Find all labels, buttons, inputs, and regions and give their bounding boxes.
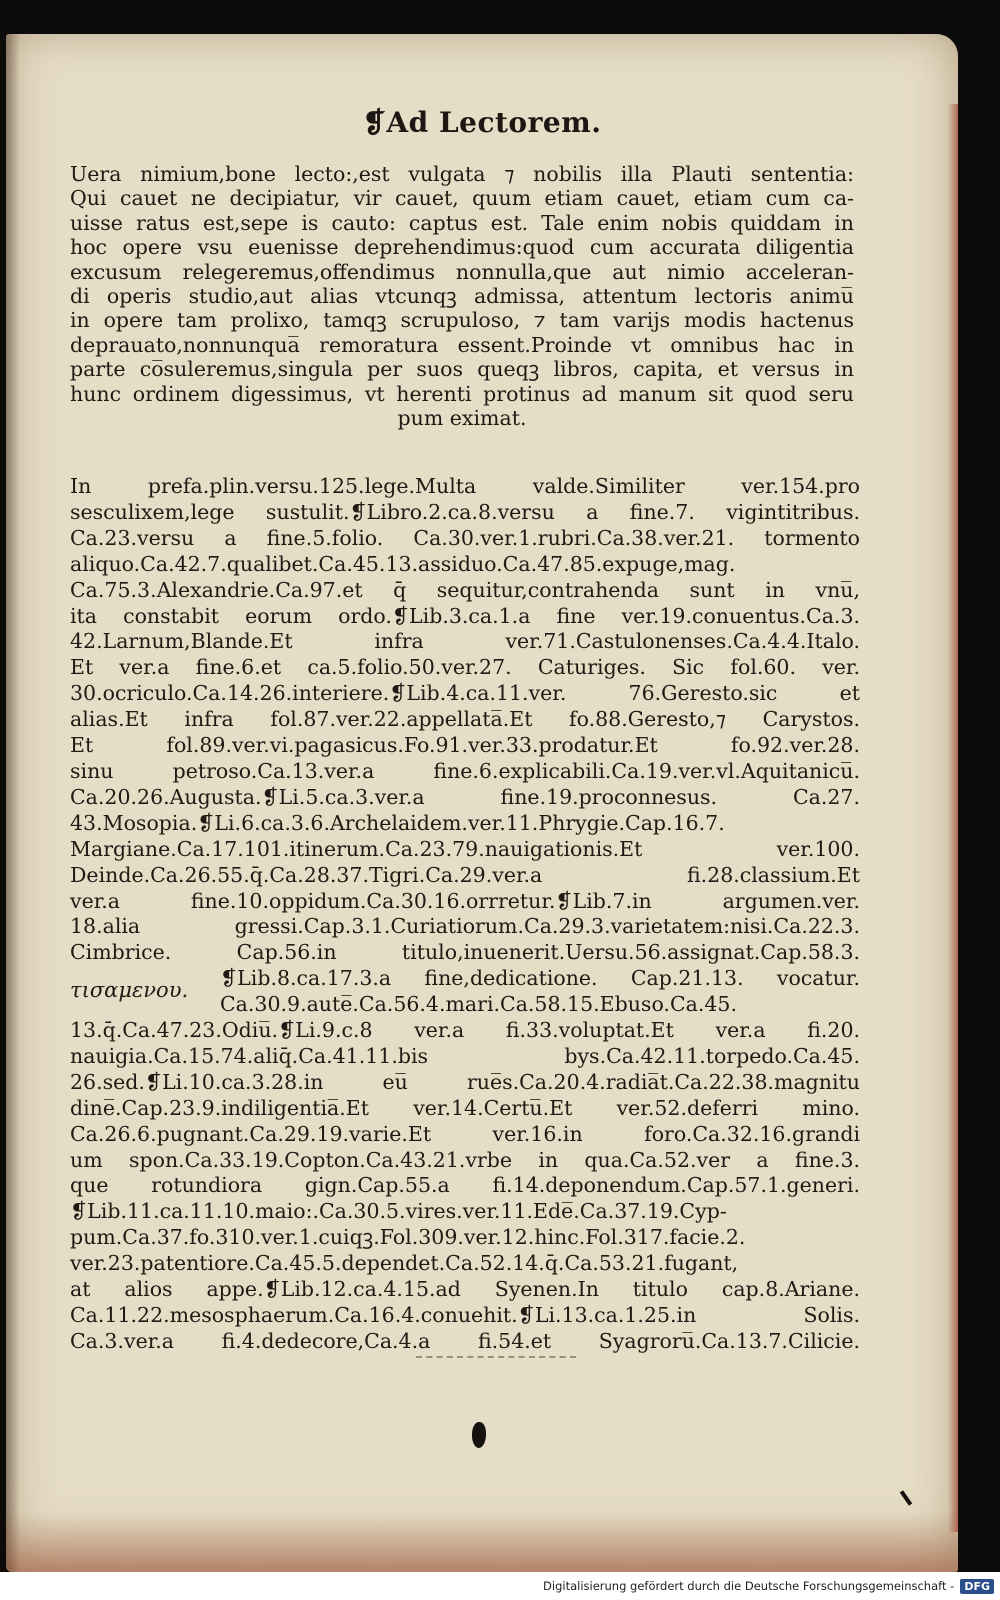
errata-line: um spon.Ca.33.19.Copton.Ca.43.21.vrbe in qua.Ca.52.ver a fine.3. bbox=[70, 1147, 860, 1172]
preface-line: in opere tam prolixo, tamqꝫ scrupuloso, ⁊ tam varijs modis hactenus bbox=[70, 308, 854, 333]
errata-line: sinu petroso.Ca.13.ver.a fine.6.explicabili.Ca.19.ver.vl.Aquitanicu̅. bbox=[70, 758, 860, 783]
errata-list bbox=[70, 474, 860, 1355]
funding-credit: Digitalisierung gefördert durch die Deutsche Forschungsgemeinschaft - bbox=[543, 1579, 955, 1593]
errata-line: 43.Mosopia.❡Li.6.ca.3.6.Archelaidem.ver.11.Phrygie.Cap.16.7. bbox=[70, 810, 725, 835]
errata-line: ❡Lib.8.ca.17.3.a fine,dedicatione. Cap.21.13. vocatur. bbox=[220, 966, 860, 991]
errata-line: Deinde.Ca.26.55.q̄.Ca.28.37.Tigri.Ca.29.ver.a fi.28.classium.Et bbox=[70, 862, 860, 887]
errata-line: 26.sed.❡Li.10.ca.3.28.in eu̅ rue̅s.Ca.20.4.radia̅t.Ca.22.38.magnitu bbox=[70, 1069, 860, 1094]
errata-line: Ca.75.3.Alexandrie.Ca.97.et q̄ sequitur,contrahenda sunt in vnu̅, bbox=[70, 577, 860, 602]
dfg-logo: DFG bbox=[960, 1579, 994, 1594]
preface-line: deprauato,nonnunqua̅ remoratura essent.Proinde vt omnibus hac in bbox=[70, 332, 854, 357]
errata-line: Margiane.Ca.17.101.itinerum.Ca.23.79.nauigationis.Et ver.100. bbox=[70, 836, 860, 861]
preface-line: hunc ordinem digessimus, vt herenti protinus ad manum sit quod seru bbox=[70, 381, 854, 406]
errata-line: dine̅.Cap.23.9.indiligentia̅.Et ver.14.Certu̅.Et ver.52.deferri mino. bbox=[70, 1095, 860, 1120]
ink-blot bbox=[472, 1422, 486, 1448]
errata-line: In prefa.plin.versu.125.lege.Multa valde.Similiter ver.154.pro bbox=[70, 474, 860, 498]
errata-line: Et ver.a fine.6.et ca.5.folio.50.ver.27. Caturiges. Sic fol.60. ver. bbox=[70, 655, 860, 680]
faint-divider bbox=[416, 1356, 576, 1358]
errata-line: ❡Lib.11.ca.11.10.maio:.Ca.30.5.vires.ver.11.Ede̅.Ca.37.19.Cyp- bbox=[70, 1199, 727, 1224]
errata-line: aliquo.Ca.42.7.qualibet.Ca.45.13.assiduo.Ca.47.85.expuge,mag. bbox=[70, 551, 736, 576]
errata-line: Ca.20.26.Augusta.❡Li.5.ca.3.ver.a fine.19.proconnesus. Ca.27. bbox=[70, 784, 860, 809]
errata-line: Ca.11.22.mesosphaerum.Ca.16.4.conuehit.❡Li.13.ca.1.25.in Solis. bbox=[70, 1303, 860, 1327]
errata-line: ver.23.patentiore.Ca.45.5.dependet.Ca.52.14.q̄.Ca.53.21.fugant, bbox=[70, 1251, 739, 1276]
preface-line: excusum relegeremus,offendimus nonnulla,que aut nimio acceleran- bbox=[70, 259, 854, 284]
errata-line: Ca.23.versu a fine.5.folio. Ca.30.ver.1.rubri.Ca.38.ver.21. tormento bbox=[70, 525, 860, 550]
errata-line: nauigia.Ca.15.74.aliq̄.Ca.41.11.bis bys.Ca.42.11.torpedo.Ca.45. bbox=[70, 1043, 860, 1068]
errata-line: alias.Et infra fol.87.ver.22.appellata̅.Et fo.88.Geresto,⁊ Carystos. bbox=[70, 707, 860, 732]
errata-line: sesculixem,lege sustulit.❡Libro.2.ca.8.versu a fine.7. vigintitribus. bbox=[70, 499, 860, 524]
errata-line: 13.q̄.Ca.47.23.Odiu̅.❡Li.9.c.8 ver.a fi.33.voluptat.Et ver.a fi.20. bbox=[70, 1018, 860, 1043]
errata-line: Ca.3.ver.a fi.4.dedecore,Ca.4.a fi.54.et Syagroru̅.Ca.13.7.Cilicie. bbox=[70, 1328, 860, 1353]
errata-line: 18.alia gressi.Cap.3.1.Curiatiorum.Ca.29.3.varietatem:nisi.Ca.22.3. bbox=[70, 914, 860, 939]
book-page bbox=[6, 34, 958, 1572]
preface-line: Uera nimium,bone lecto:,est vulgata ⁊ nobilis illa Plauti sententia: bbox=[70, 162, 854, 186]
errata-line: Cimbrice. Cap.56.in titulo,inuenerit.Uersu.56.assignat.Cap.58.3. bbox=[70, 940, 860, 965]
greek-adjacent-lines bbox=[220, 966, 860, 1018]
digitization-footer bbox=[0, 1572, 1000, 1600]
greek-annotation-row bbox=[70, 966, 860, 1018]
preface-line: hoc opere vsu euenisse deprehendimus:quod cum accurata diligentia bbox=[70, 235, 854, 260]
preface-line: di operis studio,aut alias vtcunqꝫ admissa, attentum lectoris animu̅ bbox=[70, 284, 854, 309]
ink-mark bbox=[900, 1490, 912, 1505]
greek-word: τισαμενου. bbox=[70, 978, 189, 1003]
page-stain bbox=[6, 1512, 958, 1572]
errata-line: 42.Larnum,Blande.Et infra ver.71.Castulonenses.Ca.4.4.Italo. bbox=[70, 629, 860, 654]
errata-line: Et fol.89.ver.vi.pagasicus.Fo.91.ver.33.prodatur.Et fo.92.ver.28. bbox=[70, 733, 860, 758]
errata-line: ita constabit eorum ordo.❡Lib.3.ca.1.a fine ver.19.conuentus.Ca.3. bbox=[70, 603, 860, 628]
errata-line: 30.ocriculo.Ca.14.26.interiere.❡Lib.4.ca.11.ver. 76.Geresto.sic et bbox=[70, 681, 860, 706]
preface-paragraph bbox=[70, 162, 854, 430]
errata-line: at alios appe.❡Lib.12.ca.4.15.ad Syenen.In titulo cap.8.Ariane. bbox=[70, 1277, 860, 1302]
preface-line: Qui cauet ne decipiatur, vir cauet, quum etiam cauet, etiam cum ca- bbox=[70, 186, 854, 211]
preface-line: parte co̅suleremus,singula per suos queqꝫ libros, capita, et versus in bbox=[70, 357, 854, 382]
preface-line: pum eximat. bbox=[397, 406, 527, 431]
errata-line: ver.a fine.10.oppidum.Ca.30.16.orrretur.❡Lib.7.in argumen.ver. bbox=[70, 888, 860, 913]
page-heading: ❡Ad Lectorem. bbox=[362, 106, 602, 139]
errata-line: Ca.30.9.aute̅.Ca.56.4.mari.Ca.58.15.Ebuso.Ca.45. bbox=[220, 992, 737, 1017]
page-edge bbox=[948, 104, 958, 1532]
preface-line: uisse ratus est,sepe is cauto: captus est. Tale enim nobis quiddam in bbox=[70, 210, 854, 235]
errata-line: que rotundiora gign.Cap.55.a fi.14.deponendum.Cap.57.1.generi. bbox=[70, 1173, 860, 1198]
errata-line: Ca.26.6.pugnant.Ca.29.19.varie.Et ver.16.in foro.Ca.32.16.grandi bbox=[70, 1121, 860, 1146]
errata-line: pum.Ca.37.fo.310.ver.1.cuiqꝫ.Fol.309.ver.12.hinc.Fol.317.facie.2. bbox=[70, 1225, 746, 1250]
